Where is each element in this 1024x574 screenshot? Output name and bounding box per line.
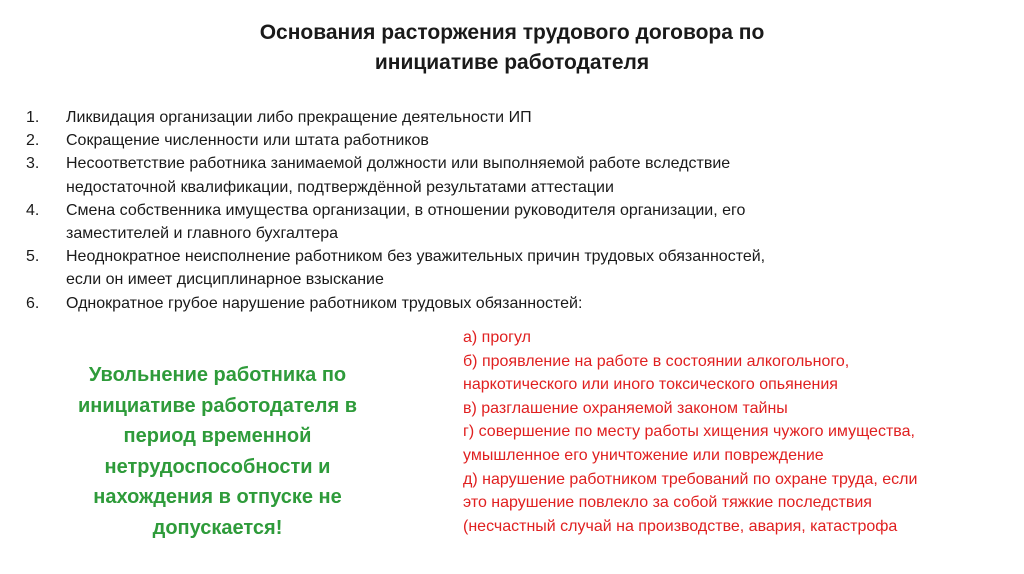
ground-text-line: Однократное грубое нарушение работником трудовых обязанностей: bbox=[66, 294, 583, 312]
ground-number: 6. bbox=[26, 294, 40, 312]
ground-text-line: Сокращение численности или штата работников bbox=[66, 132, 429, 150]
slide-title-line-2: инициативе работодателя bbox=[374, 51, 650, 74]
ground-number: 1. bbox=[26, 109, 40, 126]
ground-text-line: если он имеет дисциплинарное взыскание bbox=[66, 271, 384, 289]
violation-item-a bbox=[463, 326, 1003, 350]
grounds-list bbox=[26, 106, 926, 315]
ground-number: 5. bbox=[26, 248, 40, 266]
note-line: Увольнение работника по bbox=[88, 364, 347, 386]
ground-number: 4. bbox=[26, 201, 40, 219]
note-line: нетрудоспособности и bbox=[104, 455, 331, 478]
violation-text-line: (несчастный случай на производстве, авария, катастрофа bbox=[463, 517, 898, 535]
ground-text bbox=[66, 106, 926, 129]
ground-item-2 bbox=[26, 129, 926, 152]
violation-text-line: д) нарушение работником требований по охране труда, если bbox=[463, 470, 918, 488]
ground-text bbox=[66, 152, 926, 198]
note-line: допускается! bbox=[152, 516, 283, 539]
note-line: нахождения в отпуске не bbox=[93, 486, 342, 508]
violation-item-b bbox=[463, 350, 1003, 397]
ground-item-5 bbox=[26, 245, 926, 291]
ground-text-line: Смена собственника имущества организации, в отношении руководителя организации, его bbox=[66, 201, 746, 219]
violation-text-line: умышленное его уничтожение или повреждение bbox=[463, 446, 824, 464]
violation-text-line: б) проявление на работе в состоянии алкогольного, bbox=[463, 352, 850, 370]
slide-title bbox=[0, 18, 1024, 78]
ground-text-line: недостаточной квалификации, подтверждённой результатами аттестации bbox=[66, 178, 614, 196]
ground-text-line: Несоответствие работника занимаемой должности или выполняемой работе вследствие bbox=[66, 155, 731, 173]
ground-number: 2. bbox=[26, 132, 40, 150]
violations-list bbox=[463, 326, 1003, 538]
violation-item-v bbox=[463, 397, 1003, 421]
ground-text bbox=[66, 129, 926, 152]
violation-text-line: в) разглашение охраняемой законом тайны bbox=[463, 399, 788, 417]
violation-text-line: наркотического или иного токсического опьянения bbox=[463, 376, 838, 394]
ground-text-line: заместителей и главного бухгалтера bbox=[66, 225, 339, 243]
ground-text bbox=[66, 292, 926, 315]
violation-text-line: г) совершение по месту работы хищения чужого имущества, bbox=[463, 423, 915, 441]
violation-text-line: а) прогул bbox=[463, 329, 531, 346]
ground-text-line: Неоднократное неисполнение работником без уважительных причин трудовых обязанностей, bbox=[66, 248, 766, 266]
dismissal-note bbox=[40, 360, 395, 543]
note-line: инициативе работодателя в bbox=[77, 394, 358, 417]
note-line: период временной bbox=[123, 425, 312, 447]
slide-title-line-1: Основания расторжения трудового договора по bbox=[259, 21, 765, 44]
ground-item-6 bbox=[26, 292, 926, 315]
ground-number: 3. bbox=[26, 155, 40, 173]
ground-item-1 bbox=[26, 106, 926, 129]
ground-text bbox=[66, 245, 926, 291]
ground-item-4 bbox=[26, 199, 926, 245]
violation-item-g bbox=[463, 420, 1003, 467]
ground-text-line: Ликвидация организации либо прекращение деятельности ИП bbox=[66, 109, 532, 126]
ground-item-3 bbox=[26, 152, 926, 198]
violation-item-d bbox=[463, 468, 1003, 539]
ground-text bbox=[66, 199, 926, 245]
violation-text-line: это нарушение повлекло за собой тяжкие последствия bbox=[463, 494, 872, 512]
